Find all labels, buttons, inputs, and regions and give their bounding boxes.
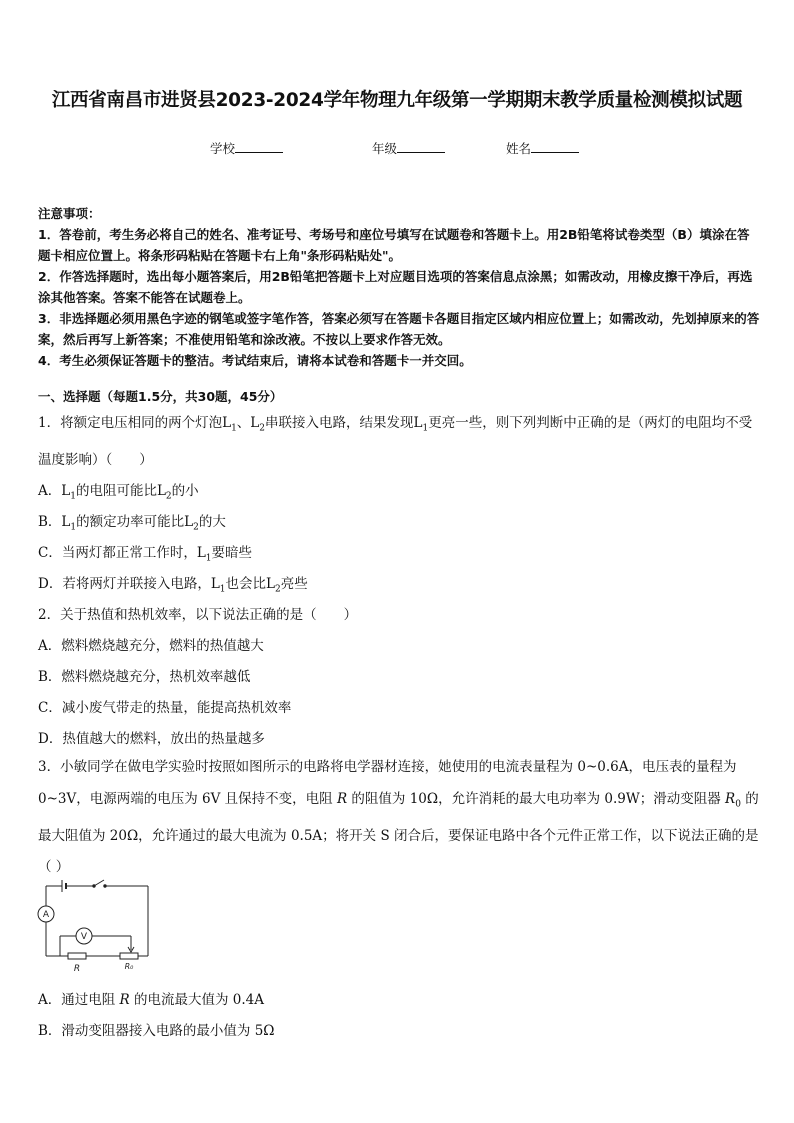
- notes-heading: 注意事项：: [38, 206, 101, 221]
- ammeter-label: A: [42, 910, 50, 920]
- note-item: 1．答卷前，考生务必将自己的姓名、准考证号、考场号和座位号填写在试题卷和答题卡上。用2B铅笔将试卷类型（B）填涂在答题卡相应位置上。将条形码粘贴在答题卡右上角"条形码粘贴处"。: [38, 227, 750, 263]
- question-1-option-d: D．若将两灯并联接入电路，$L_1$也会比$L_2$亮些: [38, 576, 308, 595]
- rheostat-label: R₀: [124, 962, 134, 971]
- resistor-label: R: [73, 964, 81, 974]
- note-item: 4．考生必须保证答题卡的整洁。考试结束后，请将本试卷和答题卡一并交回。: [38, 353, 472, 368]
- name-field: [506, 139, 579, 157]
- question-2-option-a: A．燃料燃烧越充分，燃料的热值越大: [38, 638, 264, 654]
- school-field: [210, 139, 283, 157]
- switch-blade: [94, 880, 104, 886]
- question-3-option-a: A．通过电阻 R 的电流最大值为 0.4A: [38, 992, 265, 1008]
- grade-field: [372, 139, 445, 157]
- student-info-row: [0, 139, 794, 159]
- circuit-diagram: [36, 876, 156, 976]
- note-item: 3．非选择题必须用黑色字迹的钢笔或签字笔作答，答案必须写在答题卡各题目指定区域内相应位置上；如需改动，先划掉原来的答案，然后再写上新答案；不准使用铅笔和涂改液。不按以上要求作答无效。: [38, 311, 760, 347]
- question-2-option-b: B．燃料燃烧越充分，热机效率越低: [38, 669, 251, 685]
- grade-blank: [397, 140, 445, 153]
- rheostat-icon: [120, 953, 138, 959]
- question-2-option-c: C．减小废气带走的热量，能提高热机效率: [38, 700, 292, 716]
- notes-block: [38, 203, 760, 371]
- name-blank: [531, 140, 579, 153]
- grade-label: 年级: [372, 141, 398, 156]
- page-title: 江西省南昌市进贤县2023-2024学年物理九年级第一学期期末教学质量检测模拟试题: [51, 90, 743, 111]
- question-1-stem: 1．将额定电压相同的两个灯泡$L_1$、$L_2$串联接入电路，结果发现$L_1$更亮一些，则下列判断中正确的是（两灯的电阻均不受温度影响）（ ）: [38, 415, 753, 468]
- section-title: 一、选择题（每题1.5分，共30题，45分）: [38, 389, 283, 404]
- question-3-option-b: B．滑动变阻器接入电路的最小值为 5Ω: [38, 1023, 275, 1039]
- name-label: 姓名: [506, 141, 532, 156]
- question-1-option-c: C．当两灯都正常工作时，$L_1$要暗些: [38, 545, 253, 564]
- question-1-option-a: A．$L_1$的电阻可能比$L_2$的小: [38, 483, 199, 502]
- question-2-stem: 2．关于热值和热机效率，以下说法正确的是（ ）: [38, 607, 358, 623]
- question-1-option-b: B．$L_1$的额定功率可能比$L_2$的大: [38, 514, 226, 533]
- question-3-stem: 3．小敏同学在做电学实验时按照如图所示的电路将电学器材连接，她使用的电流表量程为 0~0.6A，电压表的量程为 0~3V，电源两端的电压为 6V 且保持不变，电阻 R 的阻值为 10Ω，允许消耗的最大电功率为 0.9W；滑动变阻器 $R_0$ 的最大阻值为 20Ω，允许通过的最大电流为 0.5A；将开关 S 闭合后，要保证电路中各个元件正常工作，以下说法正确的是（ ）: [38, 759, 759, 876]
- school-label: 学校: [210, 141, 236, 156]
- resistor-icon: [68, 953, 86, 959]
- voltmeter-label: V: [80, 932, 88, 942]
- school-blank: [235, 140, 283, 153]
- note-item: 2．作答选择题时，选出每小题答案后，用2B铅笔把答题卡上对应题目选项的答案信息点涂黑；如需改动，用橡皮擦干净后，再选涂其他答案。答案不能答在试题卷上。: [38, 269, 753, 305]
- question-2-option-d: D．热值越大的燃料，放出的热量越多: [38, 731, 265, 747]
